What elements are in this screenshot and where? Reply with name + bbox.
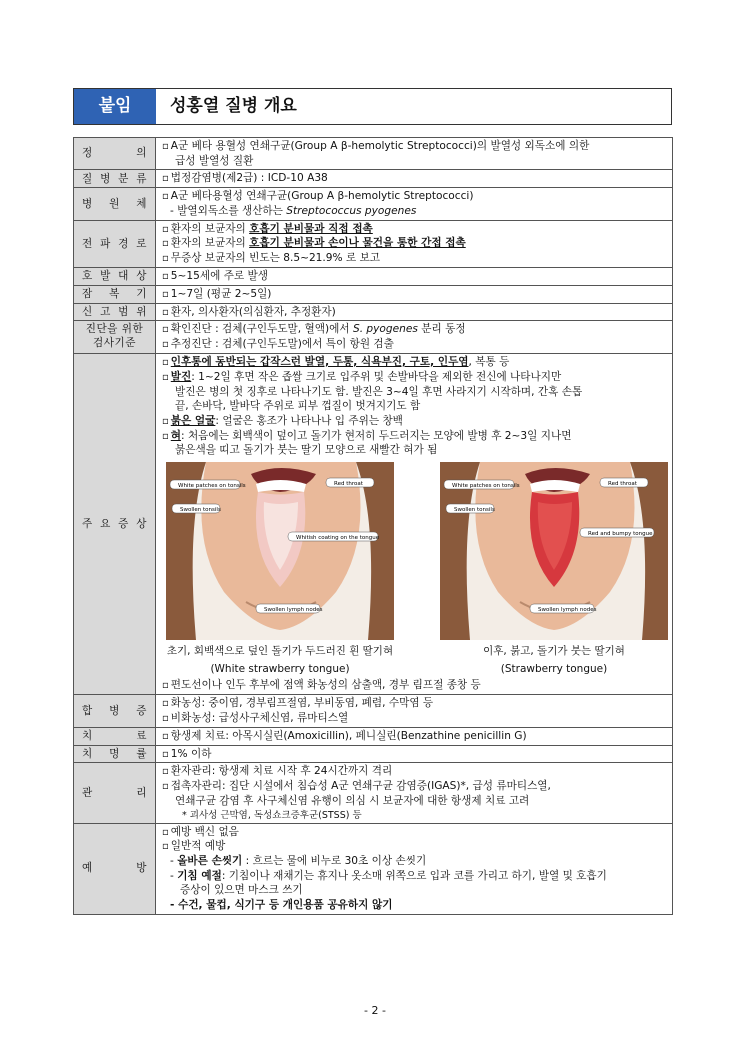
label-incubation: 잠 복 기 bbox=[74, 285, 156, 303]
row-definition bbox=[74, 138, 673, 170]
management-2: ▫ 접촉자관리: 집단 시설에서 침습성 A군 연쇄구균 감염증(IGAS)*, 급성 류마티스열, bbox=[162, 779, 668, 794]
page-number: - 2 - bbox=[364, 1004, 386, 1017]
symptom-rash: 발진 bbox=[170, 370, 192, 383]
definition-line-2: 급성 발열성 질환 bbox=[175, 154, 254, 167]
management-footnote: * 괴사성 근막염, 독성쇼크증후군(STSS) 등 bbox=[182, 809, 362, 821]
label-treatment: 치 료 bbox=[74, 727, 156, 745]
transmission-3: ▫ 무증상 보균자의 빈도는 8.5~21.9% 로 보고 bbox=[162, 251, 668, 266]
label-management: 관 리 bbox=[74, 763, 156, 823]
complication-2: ▫ 비화농성: 급성사구체신염, 류마티스열 bbox=[162, 711, 668, 726]
white-callout-1: White patches on tonsils bbox=[178, 483, 246, 489]
management-3: 연쇄구균 감염 후 사구체신염 유행이 의심 시 보균자에 대한 항생제 치료 고려 bbox=[175, 794, 530, 807]
row-classification bbox=[74, 170, 673, 188]
row-complications bbox=[74, 695, 673, 728]
red-caption-2: (Strawberry tongue) bbox=[500, 663, 608, 676]
white-caption-2: (White strawberry tongue) bbox=[210, 663, 350, 676]
white-callout-2: Red throat bbox=[334, 481, 363, 487]
red-callout-4: Red and bumpy tongue bbox=[588, 531, 653, 537]
white-callout-3: Swollen tonsils bbox=[180, 507, 221, 513]
label-transmission: 전 파 경 로 bbox=[74, 220, 156, 267]
red-tongue-illustration bbox=[440, 462, 668, 640]
label-age: 호 발 대 상 bbox=[74, 268, 156, 286]
white-tongue-illustration bbox=[166, 462, 394, 640]
white-callout-5: Swollen lymph nodes bbox=[264, 607, 323, 613]
classification-text: ▫ 법정감염병(제2급) : ICD-10 A38 bbox=[162, 171, 668, 186]
pathogen-species: Streptococcus pyogenes bbox=[286, 205, 417, 217]
prevention-2: ▫ 일반적 예방 bbox=[162, 839, 668, 854]
red-callout-3: Swollen tonsils bbox=[454, 507, 495, 513]
white-strawberry-figure bbox=[166, 462, 394, 676]
row-fatality bbox=[74, 745, 673, 763]
row-reporting bbox=[74, 303, 673, 321]
symptom-5: ▫ 편도선이나 인두 후부에 점액 화농성의 삼출액, 경부 림프절 종창 등 bbox=[162, 678, 668, 693]
red-callout-5: Swollen lymph nodes bbox=[538, 607, 597, 613]
prevention-6: - 수건, 물컵, 식기구 등 개인용품 공유하지 않기 bbox=[170, 899, 393, 912]
incubation-text: ▫ 1~7일 (평균 2~5일) bbox=[162, 287, 668, 302]
label-fatality: 치 명 률 bbox=[74, 745, 156, 763]
row-treatment bbox=[74, 727, 673, 745]
transmission-1-emph: 호흡기 분비물과 직접 접촉 bbox=[249, 222, 373, 235]
diagnosis-2: ▫ 추정진단 : 검체(구인두도말)에서 특이 항원 검출 bbox=[162, 337, 668, 352]
complication-1: ▫ 화농성: 중이염, 경부림프절염, 부비동염, 폐렴, 수막염 등 bbox=[162, 696, 668, 711]
row-age bbox=[74, 268, 673, 286]
white-caption-1: 초기, 회백색으로 덮인 돌기가 두드러진 흰 딸기혀 bbox=[166, 645, 394, 657]
pathogen-line-1: ▫ A군 베타용혈성 연쇄구균(Group A β-hemolytic Streptococci) bbox=[162, 189, 668, 204]
row-management bbox=[74, 763, 673, 823]
red-callout-1: White patches on tonsils bbox=[452, 483, 520, 489]
reporting-text: ▫ 환자, 의사환자(의심환자, 추정환자) bbox=[162, 305, 668, 320]
label-pathogen: 병 원 체 bbox=[74, 188, 156, 220]
row-incubation bbox=[74, 285, 673, 303]
transmission-1-prefix: 환자의 보균자의 bbox=[170, 222, 250, 235]
management-1: ▫ 환자관리: 항생제 치료 시작 후 24시간까지 격리 bbox=[162, 764, 668, 779]
row-pathogen bbox=[74, 188, 673, 220]
tongue-illustrations bbox=[162, 458, 668, 678]
treatment-text: ▫ 항생제 치료: 아목시실린(Amoxicillin), 페니실린(Benzathine penicillin G) bbox=[162, 729, 668, 744]
age-text: ▫ 5~15세에 주로 발생 bbox=[162, 269, 668, 284]
label-reporting: 신 고 범 위 bbox=[74, 303, 156, 321]
title-tag: 붙임 bbox=[74, 89, 156, 124]
label-symptoms: 주 요 증 상 bbox=[74, 353, 156, 694]
label-definition: 정 의 bbox=[74, 138, 156, 170]
symptom-tongue: 혀 bbox=[170, 429, 182, 442]
definition-line-1: ▫ A군 베타 용혈성 연쇄구균(Group A β-hemolytic Streptococci)의 발열성 외독소에 의한 bbox=[162, 139, 668, 154]
transmission-2-emph: 호흡기 분비물과 손이나 물건을 통한 간접 접촉 bbox=[249, 237, 466, 250]
title-bar bbox=[73, 88, 672, 125]
symptom-1: 인후통에 동반되는 갑작스런 발열, 두통, 식욕부진, 구토, 인두염 bbox=[170, 355, 469, 368]
pathogen-line-2: - 발열외독소를 생산하는 bbox=[170, 205, 287, 217]
label-prevention: 예 방 bbox=[74, 823, 156, 914]
page-title: 성홍열 질병 개요 bbox=[170, 95, 297, 116]
row-diagnosis: 진단을 위한 검사기준 ▫ 확인진단 : 검체(구인두도말, 혈액)에서 S. pyogenes 분리 동정 ▫ 추정진단 : 검체(구인두도말)에서 특이 항원 검출 bbox=[74, 321, 673, 354]
transmission-2-prefix: 환자의 보균자의 bbox=[170, 237, 250, 250]
label-complications: 합 병 증 bbox=[74, 695, 156, 728]
prevention-1: ▫ 예방 백신 없음 bbox=[162, 825, 668, 840]
strawberry-figure bbox=[440, 462, 668, 676]
fatality-text: ▫ 1% 이하 bbox=[162, 747, 668, 762]
red-caption-1: 이후, 붉고, 돌기가 붓는 딸기혀 bbox=[483, 645, 625, 657]
row-prevention: 예 방 ▫ 예방 백신 없음 ▫ 일반적 예방 - 올바른 손씻기 : 흐르는 물에 비누로 30초 이상 손씻기 - 기침 예절: 기침이나 재채기는 휴지나 옷소매 위쪽으로 입과 코를 가리고 하기, 발열 및 호흡기 증상이 있으면 마스크 쓰기 - 수건, 물컵, 식기구 등 개인용품 공유하지 않기 bbox=[74, 823, 673, 914]
white-callout-4: Whitish coating on the tongue bbox=[296, 535, 380, 541]
disease-info-table bbox=[73, 137, 673, 915]
row-transmission bbox=[74, 220, 673, 267]
label-diagnosis: 진단을 위한 검사기준 bbox=[74, 321, 156, 354]
symptom-face: 붉은 얼굴 bbox=[170, 414, 216, 427]
row-symptoms: 주 요 증 상 ▫ 인후통에 동반되는 갑작스런 발열, 두통, 식욕부진, 구토, 인두염, 복통 등 ▫ 발진: 1~2일 후면 작은 좁쌀 크기로 입주위 및 손발바닥을 제외한 전신에 나타나지만 발진은 병의 첫 징후로 나타나기도 함. 발진은 3~4일 후면 사라지기 시작하며, 간혹 손톱 끝, 손바닥, 발바닥 주위로 피부 껍질이 벗겨지기도 함 ▫ 붉은 얼굴: 얼굴은 홍조가 나타나나 입 주위는 창백 ▫ 혀: 처음에는 회백색이 덮이고 돌기가 현저히 두드러지는 모양에 발병 후 2~3일 지나면 붉은색을 띠고 돌기가 붓는 딸기 모양으로 새빨간 혀가 됨 White patches on tonsils Red throat Swollen tonsils Whitish coating on the tongue Swollen lymph nodes 초기, 회백색으로 덮인 돌기가 두드러진 흰 딸기혀 (White strawberry tongue) White patches on tonsils Red throat Swollen tonsils Red and bumpy tongue Swollen lymph nodes 이후, 붉고, 돌기가 붓는 딸기혀 (Strawberry tongue) ▫ 편도선이나 인두 후부에 점액 화농성의 삼출액, 경부 림프절 종창 등 bbox=[74, 353, 673, 694]
label-classification: 질 병 분 류 bbox=[74, 170, 156, 188]
red-callout-2: Red throat bbox=[608, 481, 637, 487]
